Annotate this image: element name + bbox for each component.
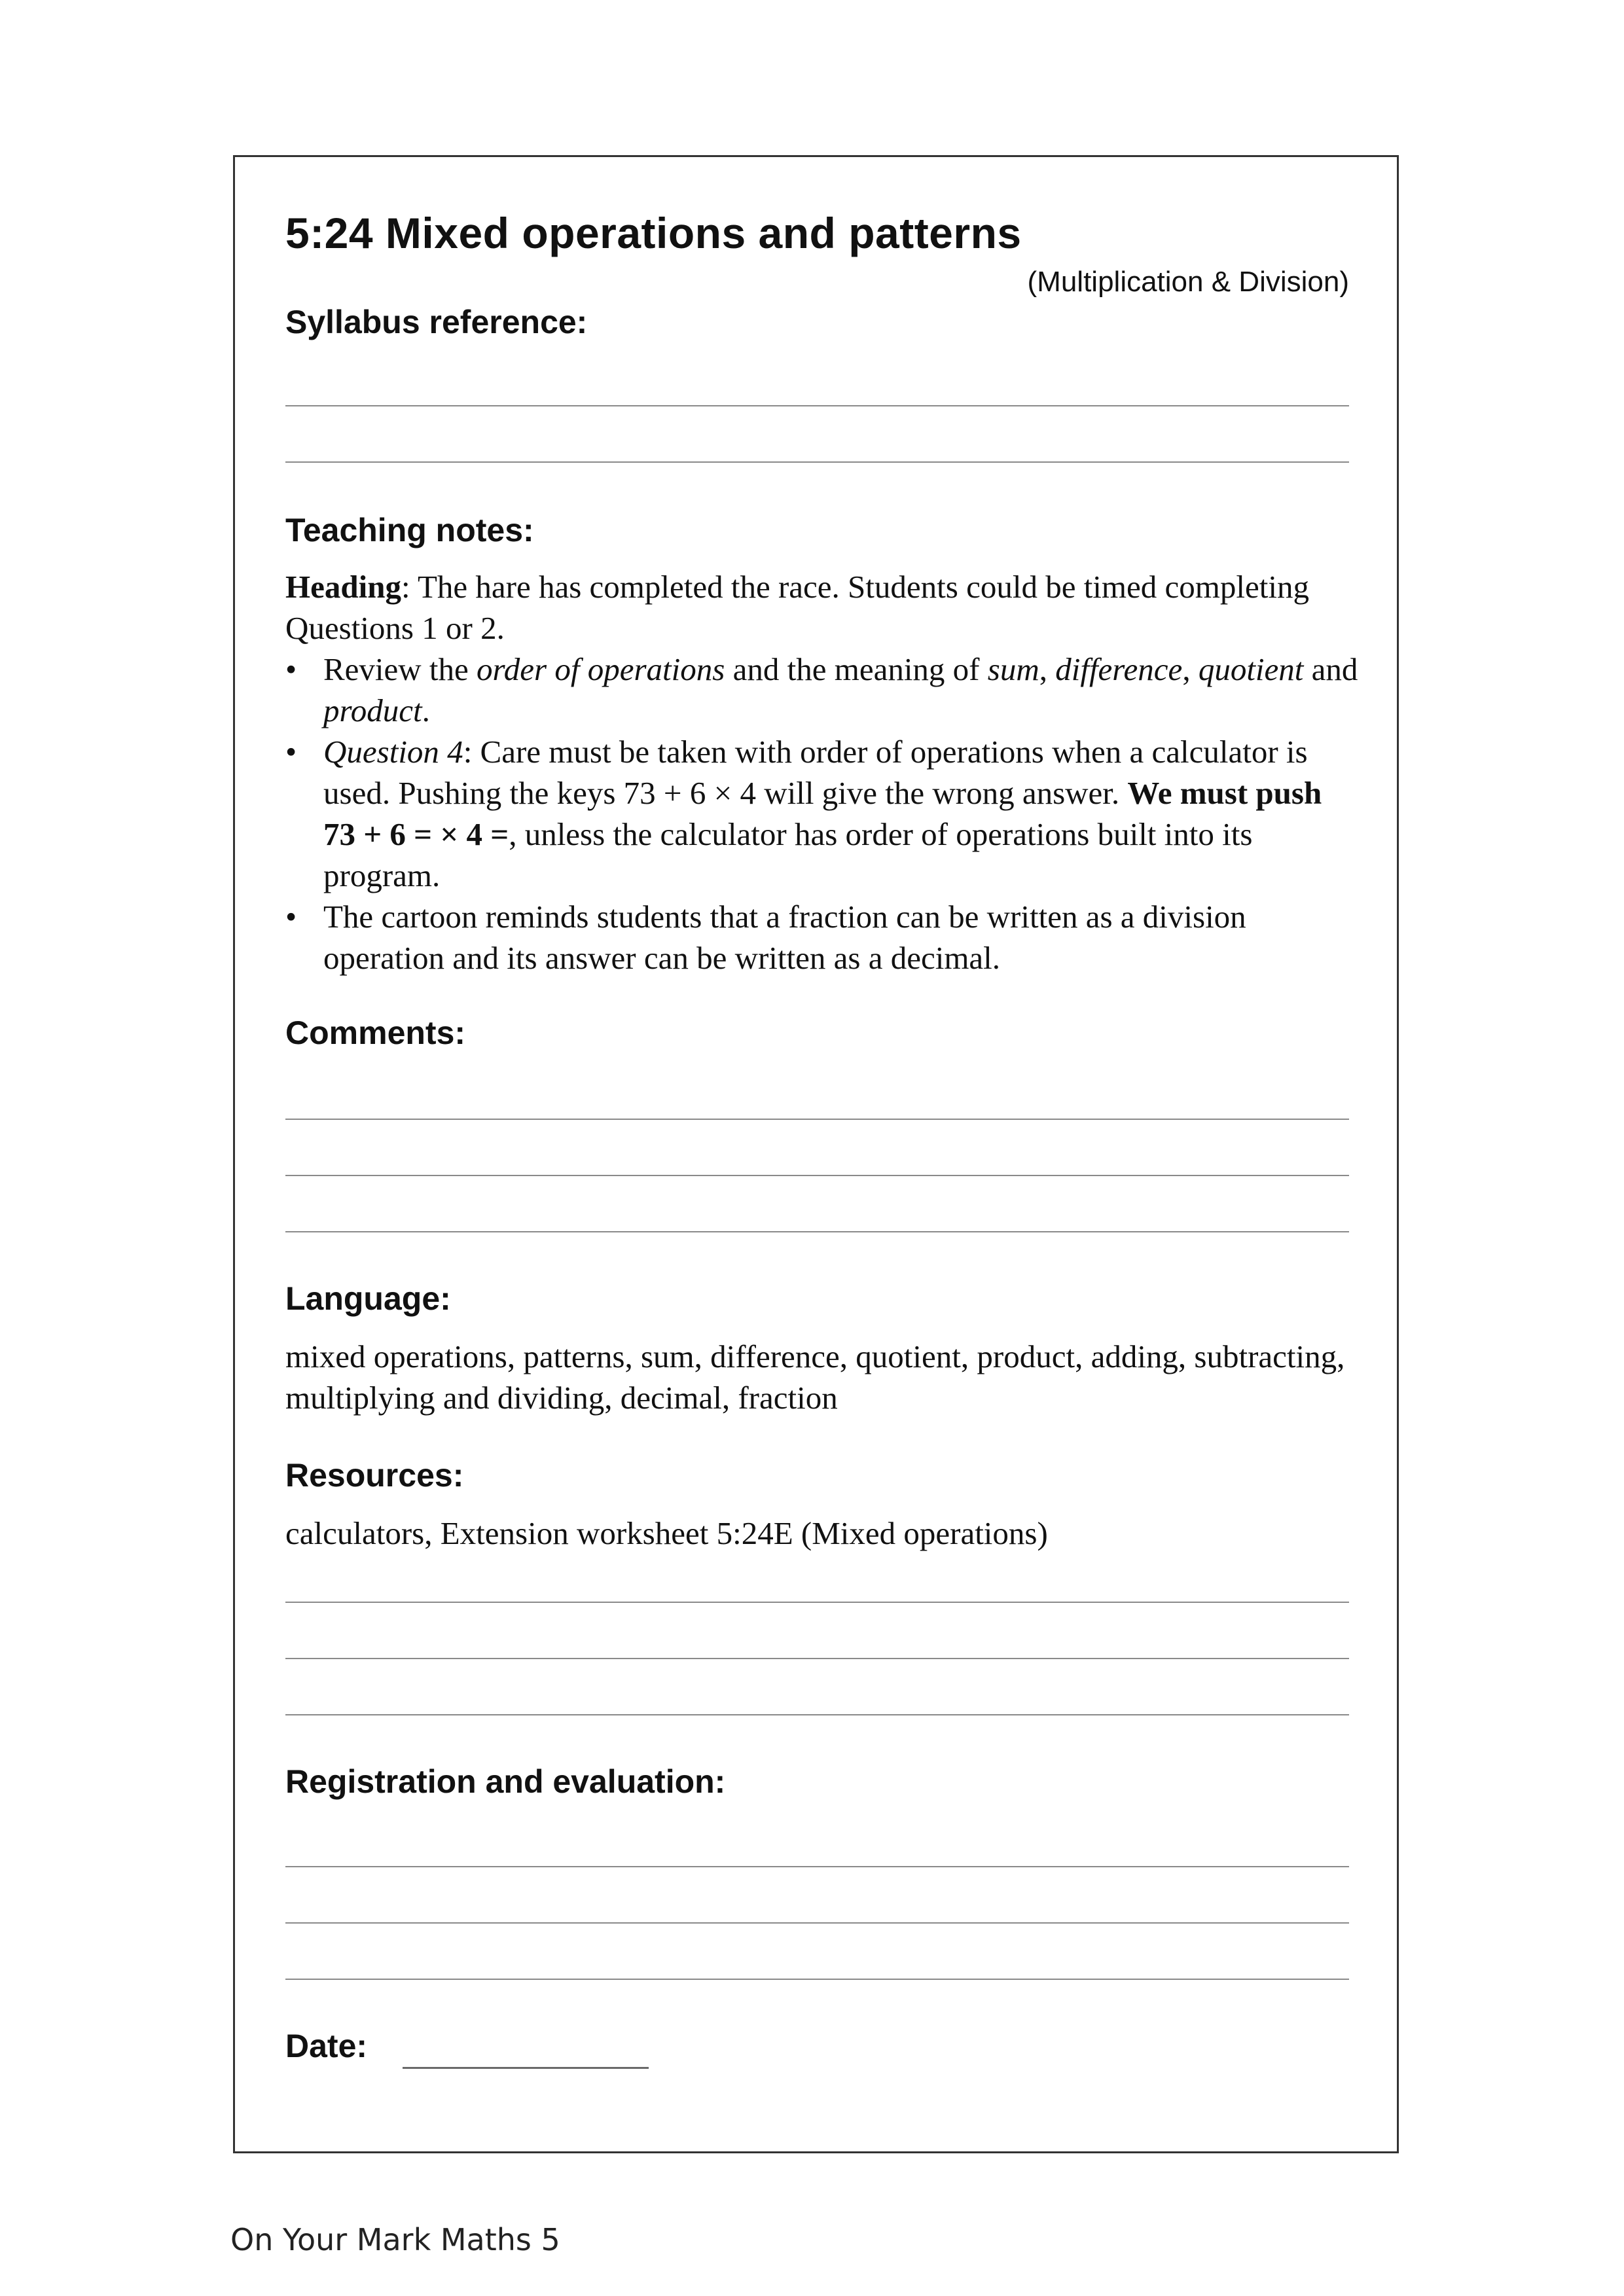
registration-heading: Registration and evaluation: <box>285 1763 726 1800</box>
teaching-notes-intro <box>285 566 1359 649</box>
comments-line-2[interactable] <box>285 1175 1349 1176</box>
text: Review the <box>323 651 477 687</box>
term-quotient: quotient <box>1198 651 1304 687</box>
notes-frame <box>233 155 1399 2153</box>
list-item <box>285 649 1359 731</box>
comments-heading: Comments: <box>285 1014 466 1051</box>
bullet-icon: • <box>285 734 297 770</box>
teaching-notes-list <box>285 649 1359 978</box>
syllabus-heading: Syllabus reference: <box>285 304 588 340</box>
list-item <box>285 731 1359 896</box>
text: , <box>1182 651 1199 687</box>
resources-text: calculators, Extension worksheet 5:24E (Mixed operations) <box>285 1515 1048 1551</box>
term-order-of-operations: order of operations <box>477 651 725 687</box>
language-text: mixed operations, patterns, sum, difference, quotient, product, adding, subtracting, multiplying and dividing, decimal, fraction <box>285 1338 1345 1416</box>
language-heading: Language: <box>285 1280 451 1317</box>
intro-bold: Heading <box>285 569 401 605</box>
list-item <box>285 896 1359 978</box>
comments-line-1[interactable] <box>285 1119 1349 1120</box>
resources-line-2[interactable] <box>285 1658 1349 1659</box>
term-difference: difference <box>1055 651 1183 687</box>
date-field[interactable] <box>403 2067 649 2069</box>
text: The cartoon reminds students that a fraction can be written as a division operation and its answer can be written as a decimal. <box>323 899 1246 976</box>
page-title: 5:24 Mixed operations and patterns <box>285 209 1022 257</box>
text: , unless the calculator has order of operations built into its program. <box>323 816 1253 893</box>
emphasis: We must push 73 + 6 = × 4 = <box>323 775 1322 852</box>
syllabus-line-1[interactable] <box>285 405 1349 406</box>
teaching-notes-heading: Teaching notes: <box>285 512 534 548</box>
text: and <box>1303 651 1358 687</box>
question-ref: Question 4 <box>323 734 463 770</box>
resources-heading: Resources: <box>285 1457 464 1494</box>
text: , <box>1039 651 1056 687</box>
resources-line-1[interactable] <box>285 1602 1349 1603</box>
term-sum: sum <box>987 651 1039 687</box>
bullet-icon: • <box>285 651 297 687</box>
intro-text: : The hare has completed the race. Students could be timed completing Questions 1 or 2. <box>285 569 1309 646</box>
text: : Care must be taken with order of operations when a calculator is used. Pushing the keys 73 + 6 × 4 will give the wrong answer. <box>323 734 1308 811</box>
bullet-icon: • <box>285 899 297 935</box>
registration-line-1[interactable] <box>285 1866 1349 1867</box>
term-product: product <box>323 692 422 728</box>
syllabus-line-2[interactable] <box>285 461 1349 463</box>
text: and the meaning of <box>725 651 988 687</box>
date-heading: Date: <box>285 2028 368 2064</box>
registration-line-2[interactable] <box>285 1922 1349 1924</box>
resources-line-3[interactable] <box>285 1714 1349 1715</box>
page-subtitle: (Multiplication & Division) <box>1027 266 1349 298</box>
text: . <box>422 692 430 728</box>
registration-line-3[interactable] <box>285 1979 1349 1980</box>
page-footer: On Your Mark Maths 5 <box>230 2222 560 2257</box>
comments-line-3[interactable] <box>285 1231 1349 1232</box>
